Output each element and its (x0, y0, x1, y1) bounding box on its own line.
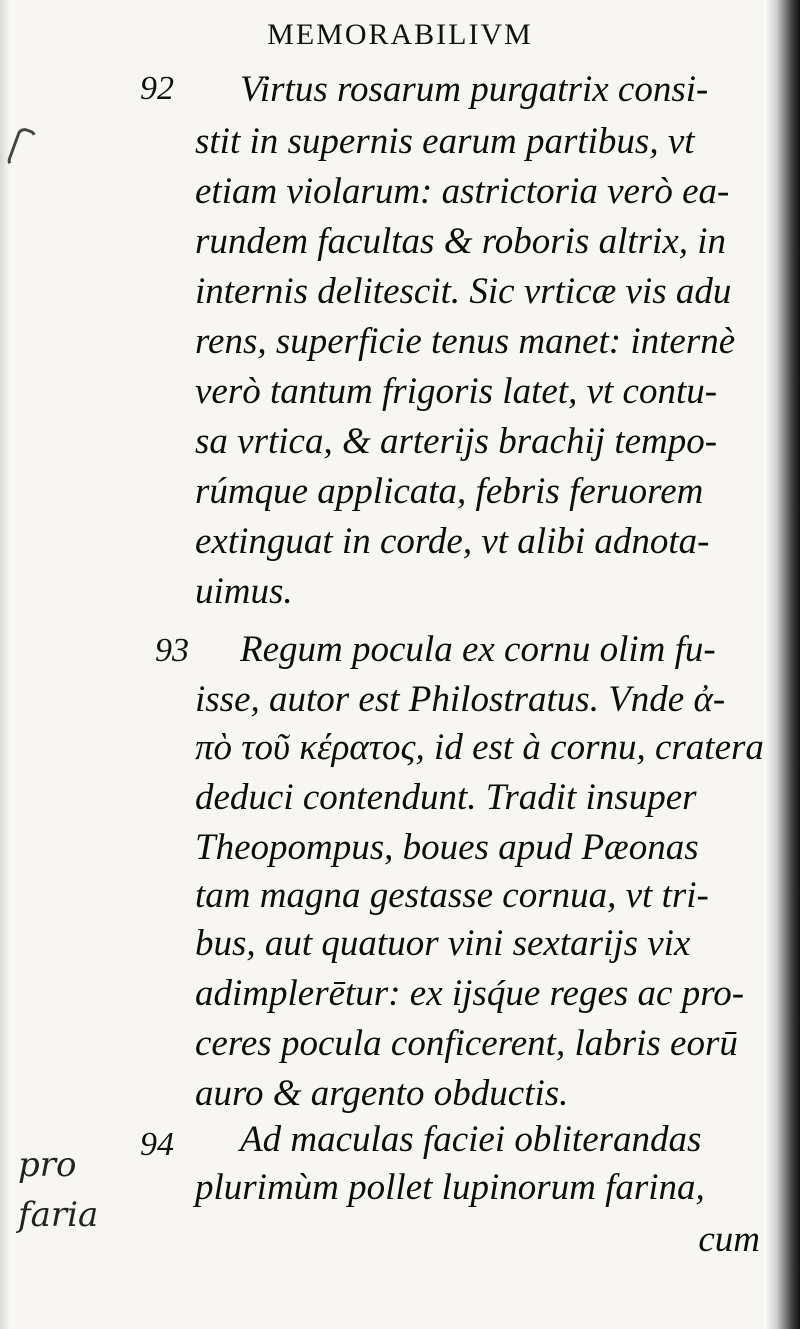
entry-number-93: 93 (155, 632, 189, 669)
text-line: uimus. (195, 571, 293, 612)
page-left-edge (0, 0, 10, 1329)
margin-note-line: faria (18, 1195, 99, 1235)
text-line: Theopompus, boues apud Pæonas (195, 827, 699, 868)
text-line: bus, aut quatuor vini sextarijs vix (195, 923, 691, 964)
text-line: Regum pocula ex cornu olim fu- (240, 629, 716, 670)
ink-mark (5, 126, 38, 172)
running-header: MEMORABILIVM (267, 18, 533, 51)
text-line: etiam violarum: astrictoria verò ea- (195, 171, 730, 212)
text-line: adimplerētur: ex ijsq́ue reges ac pro- (195, 973, 745, 1014)
entry-number-92: 92 (140, 70, 174, 107)
text-line: extinguat in corde, vt alibi adnota- (195, 521, 710, 562)
catchword: cum (698, 1219, 760, 1260)
text-line: plurimùm pollet lupinorum farina, (195, 1167, 705, 1208)
text-line: Virtus rosarum purgatrix consi- (240, 69, 709, 110)
text-line: internis delitescit. Sic vrticæ vis adu (195, 271, 732, 312)
margin-note-line: pro (18, 1145, 77, 1185)
text-line: rúmque applicata, febris feruorem (195, 471, 704, 512)
text-line: isse, autor est Philostratus. Vnde ἀ- (195, 679, 726, 720)
text-line: sa vrtica, & arterijs brachij tempo- (195, 421, 718, 462)
text-line: Ad maculas faciei obliterandas (240, 1119, 702, 1160)
entry-number-94: 94 (140, 1126, 174, 1163)
text-line: tam magna gestasse cornua, vt tri- (195, 875, 709, 916)
text-line: stit in supernis earum partibus, vt (195, 121, 695, 162)
text-line: πὸ τοῦ κέρατος, id est à cornu, cratera (195, 727, 764, 768)
text-line: rens, superficie tenus manet: internè (195, 321, 736, 362)
text-line: auro & argento obductis. (195, 1073, 569, 1114)
text-line: deduci contendunt. Tradit insuper (195, 777, 697, 818)
text-line: verò tantum frigoris latet, vt contu- (195, 371, 718, 412)
text-line: rundem facultas & roboris altrix, in (195, 221, 727, 262)
text-line: ceres pocula conficerent, labris eorū (195, 1023, 738, 1064)
